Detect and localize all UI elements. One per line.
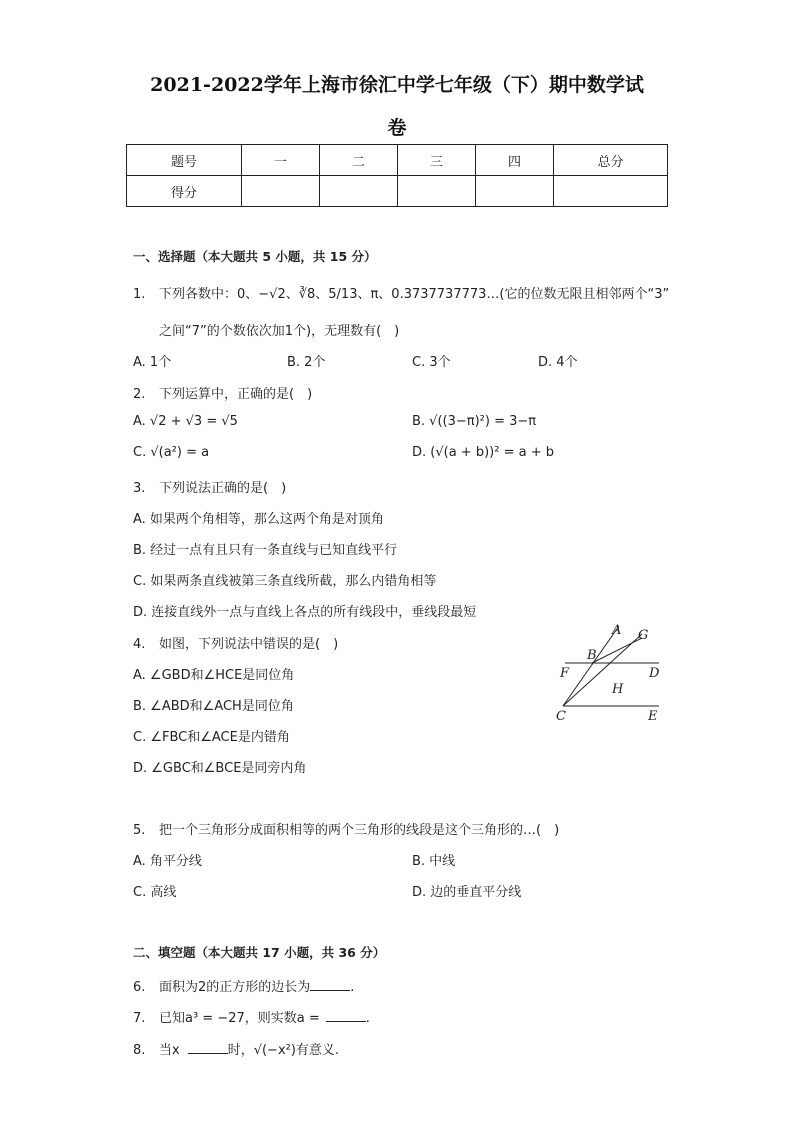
option-a[interactable]: A. ∠GBD和∠HCE是同位角 [133,668,295,683]
question-number: 7. [133,1011,146,1026]
question-stem: 下列运算中，正确的是( ) [159,387,313,402]
point-label-f: F [560,666,570,681]
question-7 [133,1007,370,1026]
score-header-cell: 二 [320,145,398,176]
score-row-label: 得分 [127,176,242,207]
question-5 [133,819,559,838]
question-stem: 面积为2的正方形的边长为 [159,980,311,995]
answer-blank[interactable] [326,1009,366,1022]
question-stem-end: . [365,1011,370,1026]
section-heading-fill: 二、填空题（本大题共 17 小题，共 36 分） [133,945,386,960]
point-label-c: C [556,709,566,724]
question-stem: 下列各数中：0、−√2、∛8、5/13、π、0.3737737773…(它的位数无限且相邻两个“3” [159,287,670,302]
score-table [126,144,668,207]
score-header-cell: 三 [398,145,476,176]
option-b[interactable]: B. 中线 [412,854,456,869]
option-c[interactable]: C. 高线 [133,885,177,900]
question-stem: 当x [159,1043,180,1058]
question-number: 3. [133,481,146,496]
question-6 [133,976,354,995]
score-header-cell: 四 [476,145,554,176]
score-cell[interactable] [242,176,320,207]
geometry-figure [553,620,673,730]
option-c[interactable]: C. √(a²) = a [133,445,210,460]
score-cell[interactable] [398,176,476,207]
question-number: 6. [133,980,146,995]
score-table-header-row [127,145,668,176]
point-label-d: D [649,666,660,681]
question-number: 8. [133,1043,146,1058]
score-cell[interactable] [476,176,554,207]
option-a[interactable]: A. 1个 [133,355,172,370]
option-c[interactable]: C. 如果两条直线被第三条直线所截，那么内错角相等 [133,574,437,589]
point-label-e: E [648,709,658,724]
option-c[interactable]: C. 3个 [412,355,451,370]
score-header-cell: 题号 [127,145,242,176]
point-label-g: G [638,628,649,643]
option-c[interactable]: C. ∠FBC和∠ACE是内错角 [133,730,290,745]
option-d[interactable]: D. 4个 [538,355,578,370]
question-1 [133,283,669,302]
section-heading-choice: 一、选择题（本大题共 5 小题，共 15 分） [133,249,377,264]
option-a[interactable]: A. 角平分线 [133,854,202,869]
option-a[interactable]: A. √2 + √3 = √5 [133,414,238,429]
question-3 [133,477,286,496]
question-8 [133,1039,339,1058]
line-cg [563,634,642,706]
score-header-cell: 一 [242,145,320,176]
answer-blank[interactable] [310,978,350,991]
option-d[interactable]: D. 连接直线外一点与直线上各点的所有线段中，垂线段最短 [133,605,477,620]
question-2 [133,383,312,402]
score-cell[interactable] [320,176,398,207]
option-b[interactable]: B. √((3−π)²) = 3−π [412,414,537,429]
option-d[interactable]: D. 边的垂直平分线 [412,885,522,900]
answer-blank[interactable] [188,1041,228,1054]
line-bg [592,638,642,663]
option-a[interactable]: A. 如果两个角相等，那么这两个角是对顶角 [133,512,384,527]
point-label-b: B [587,648,597,663]
option-d[interactable]: D. (√(a + b))² = a + b [412,445,554,460]
option-b[interactable]: B. 经过一点有且只有一条直线与已知直线平行 [133,543,398,558]
exam-title-line2: 卷 [387,117,407,139]
question-number: 2. [133,387,146,402]
exam-title-line1: 2021-2022学年上海市徐汇中学七年级（下）期中数学试 [150,74,644,96]
option-b[interactable]: B. 2个 [287,355,326,370]
question-1-continued: 之间“7”的个数依次加1个)，无理数有( ) [159,324,400,339]
line-ca [563,626,619,706]
option-d[interactable]: D. ∠GBC和∠BCE是同旁内角 [133,761,307,776]
point-label-h: H [612,682,624,697]
score-cell[interactable] [554,176,668,207]
question-number: 1. [133,287,146,302]
question-stem-end: . [350,980,355,995]
question-stem-end: 时，√(−x²)有意义. [227,1043,340,1058]
question-stem: 如图，下列说法中错误的是( ) [159,637,339,652]
question-number: 5. [133,823,146,838]
option-b[interactable]: B. ∠ABD和∠ACH是同位角 [133,699,294,714]
score-header-cell: 总分 [554,145,668,176]
point-label-a: A [612,623,622,638]
question-number: 4. [133,637,146,652]
question-stem: 已知a³ = −27，则实数a = [159,1011,320,1026]
question-stem: 下列说法正确的是( ) [159,481,287,496]
score-table-score-row [127,176,668,207]
question-4 [133,633,338,652]
question-stem: 把一个三角形分成面积相等的两个三角形的线段是这个三角形的…( ) [159,823,560,838]
